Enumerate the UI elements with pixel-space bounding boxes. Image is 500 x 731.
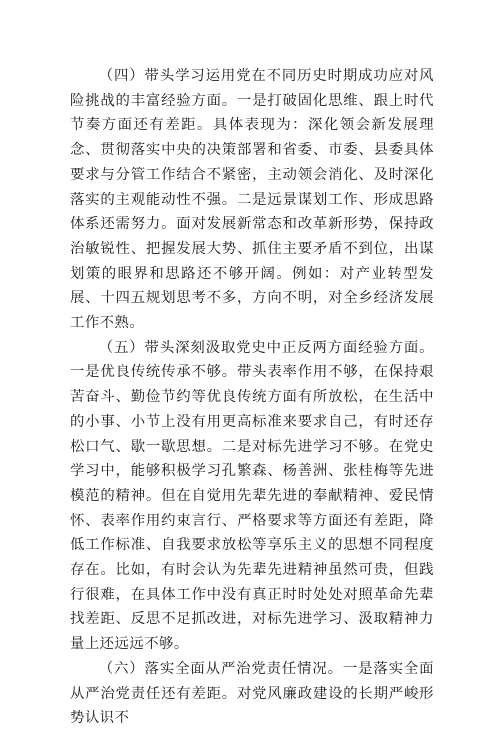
paragraph-section-5: （五）带头深刻汲取党史中正反两方面经验方面。一是优良传统传承不够。带头表率作用不够，在保持艰苦奋斗、勤俭节约等优良传统方面有所放松，在生活中的小事、小节上没有用更高标准来要求自己，有时还存松口气、歇一歇思想。二是对标先进学习不够。在党史学习中，能够积极学习孔繁森、杨善洲、张桂梅等先进模范的精神。但在自觉用先辈先进的奉献精神、爱民情怀、表率作用约束言行、严格要求等方面还有差距，降低工作标准、自我要求放松等享乐主义的思想不同程度存在。比如，有时会认为先辈先进精神虽然可贵，但践行很难，在具体工作中没有真正时时处处对照革命先辈找差距、反思不足抓改进，对标先进学习、汲取精神力量上还远远不够。 (70, 339, 434, 653)
paragraph-section-6: （六）落实全面从严治党责任情况。一是落实全面从严治党责任还有差距。对党风廉政建设的长期严峻形势认识不 (70, 660, 434, 727)
paragraph-section-4: （四）带头学习运用党在不同历史时期成功应对风险挑战的丰富经验方面。一是打破固化思维、跟上时代节奏方面还有差距。具体表现为：深化领会新发展理念、贯彻落实中央的决策部署和省委、市委、县委具体要求与分管工作结合不紧密，主动领会消化、及时深化落实的主观能动性不强。二是远景谋划工作、形成思路体系还需努力。面对发展新常态和改革新形势，保持政治敏锐性、把握发展大势、抓住主要矛盾不到位，出谋划策的眼界和思路还不够开阔。例如：对产业转型发展、十四五规划思考不多，方向不明，对全乡经济发展工作不熟。 (70, 68, 434, 332)
document-page (70, 64, 434, 731)
